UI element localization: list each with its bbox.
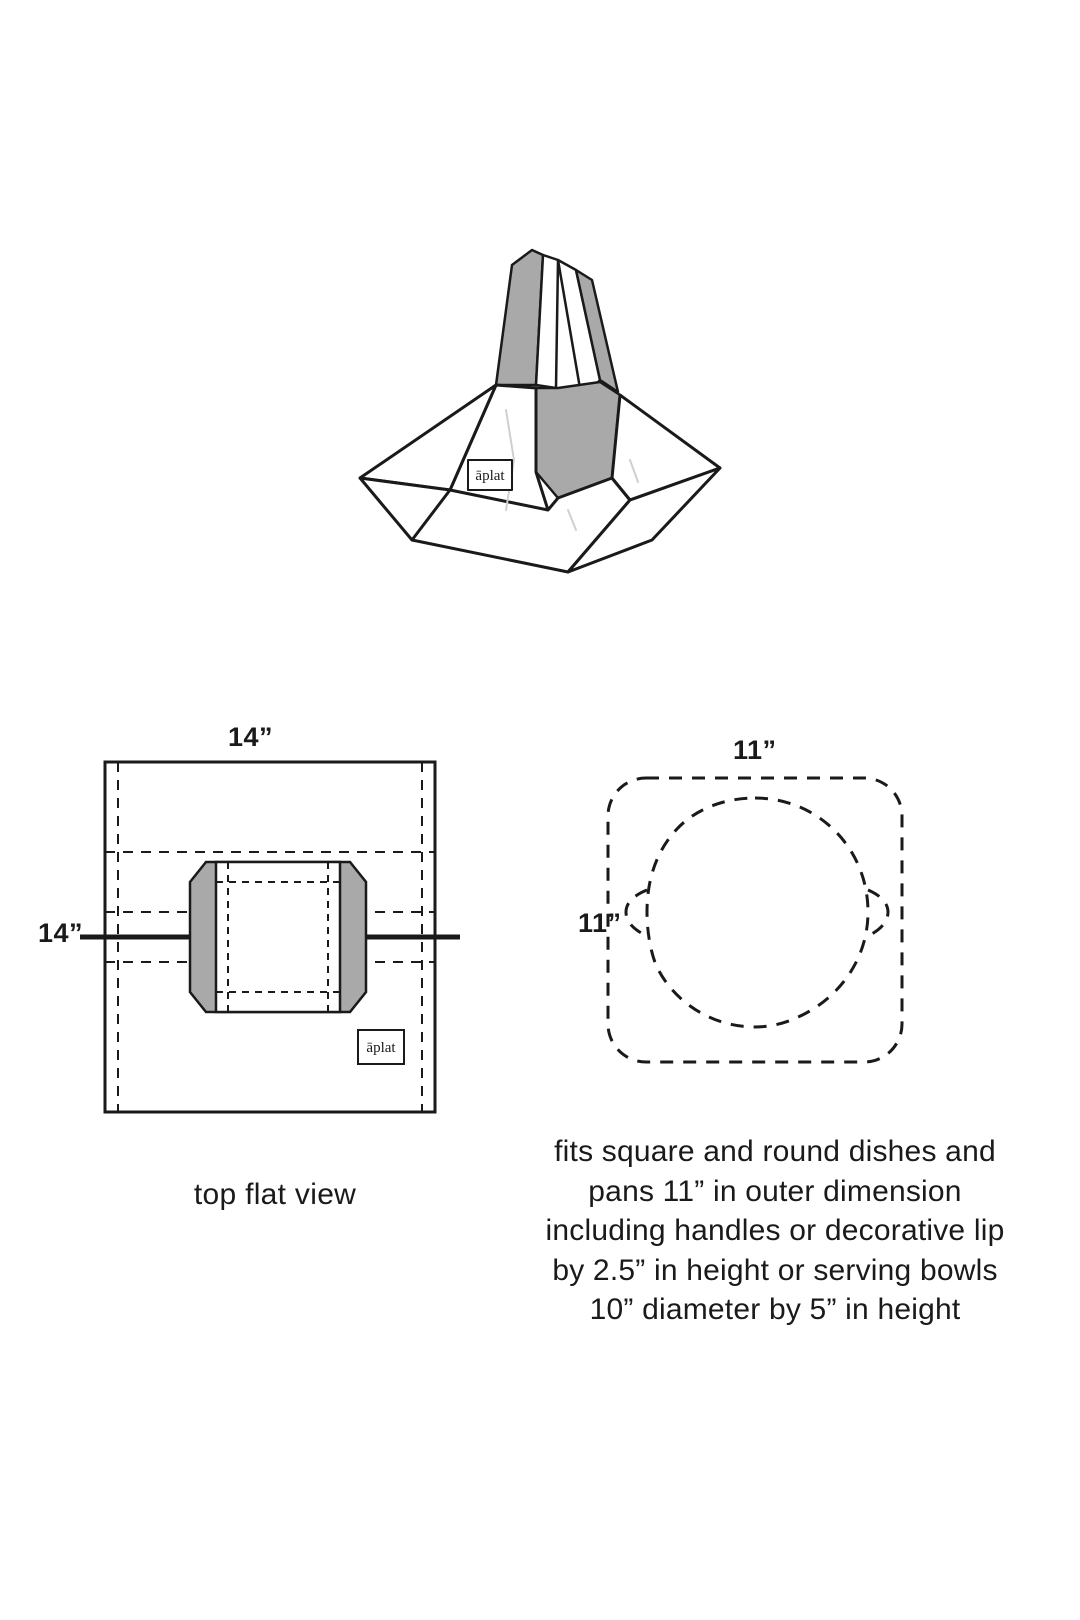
- flat-brand-tag-label: āplat: [366, 1040, 396, 1056]
- flat-height-label: 14”: [38, 918, 84, 948]
- bag-illustration: [300, 210, 780, 610]
- flat-handle-inner: [216, 862, 340, 1012]
- square-dish-outline: [608, 778, 902, 1062]
- dish-handle-left: [626, 890, 647, 936]
- fits-description: fits square and round dishes and pans 11” in outer dimension including handles or decorative lip by 2.5” in height or serving bowls 10” diameter by 5” in height: [545, 1135, 1005, 1327]
- dish-fit-diagram: [590, 760, 930, 1080]
- hero-brand-tag-label: āplat: [475, 468, 505, 484]
- dish-width-label: 11”: [733, 735, 777, 765]
- dish-height-label: 11”: [578, 908, 622, 938]
- dish-handle-right: [868, 890, 888, 936]
- top-flat-view-diagram: [40, 700, 500, 1240]
- round-dish-outline: [647, 798, 868, 1027]
- flat-view-caption: top flat view: [193, 1178, 357, 1211]
- flat-width-label: 14”: [228, 722, 274, 752]
